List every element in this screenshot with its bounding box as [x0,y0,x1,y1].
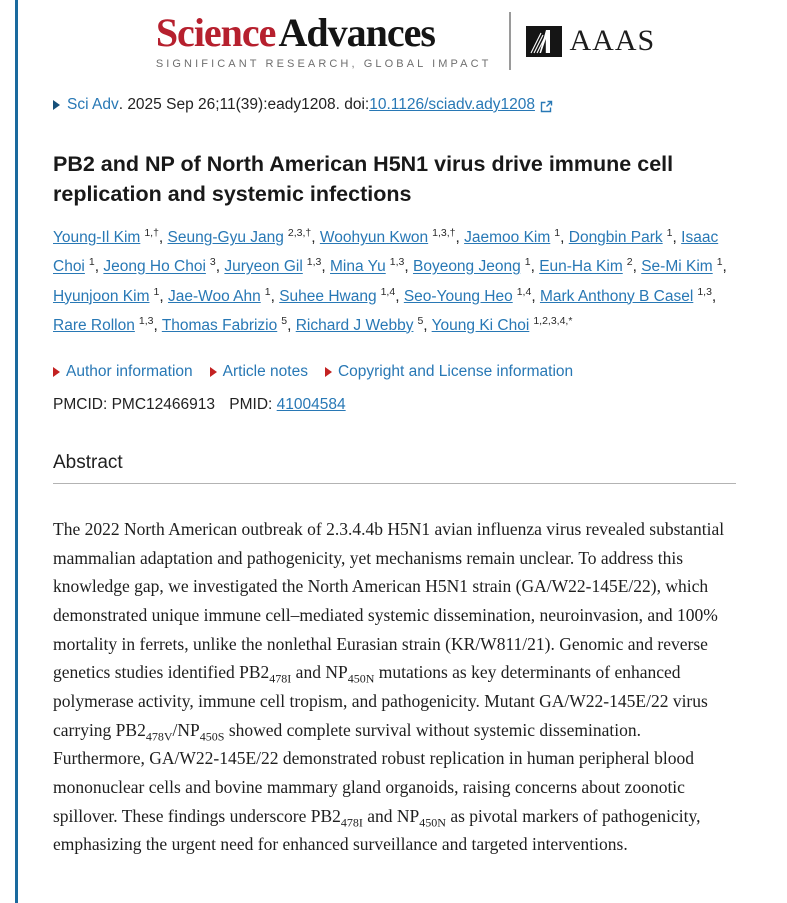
aaas-logo [526,24,655,58]
author-affiliation-sup: 1,† [144,227,159,240]
author-affiliation-sup: 5 [417,314,424,327]
author-link[interactable]: Woohyun Kwon [319,229,429,247]
author-affiliation-sup: 1,2,3,4,* [533,314,573,327]
triangle-right-icon [210,367,217,377]
author-link[interactable]: Thomas Fabrizio [161,316,278,334]
identifier-row [53,396,734,414]
author-affiliation-sup: 2,3,† [287,227,312,240]
author-link[interactable]: Mark Anthony B Casel [539,287,694,305]
author-affiliation-sup: 1,3 [138,314,154,327]
author-affiliation-sup: 3 [209,256,216,269]
author-link[interactable]: Young-Il Kim [53,229,141,247]
author-link[interactable]: Seo-Young Heo [403,287,513,305]
author-affiliation-sup: 1 [524,256,531,269]
info-links [53,363,734,381]
triangle-right-icon [53,100,60,110]
triangle-right-icon [325,367,332,377]
author-link[interactable]: Dongbin Park [568,229,663,247]
info-link[interactable]: Article notes [222,362,308,380]
author-link[interactable]: Se-Mi Kim [641,258,713,276]
mutation-subscript: 450S [199,729,225,744]
author-link[interactable]: Jeong Ho Choi [103,258,206,276]
pmid-link[interactable]: 41004584 [276,395,346,413]
mutation-subscript: 478I [269,671,292,686]
info-link[interactable]: Copyright and License information [337,362,574,380]
masthead [77,0,734,70]
mutation-subscript: 450N [419,815,446,830]
author-affiliation-sup: 1,3 [389,256,405,269]
author-list: Young-Il Kim $^{1,\dagger}$, Seung-Gyu Jang $^{2,3,\dagger}$, Woohyun Kwon $^{1,3,\dagger}$, Jaemoo Kim $^1$, Dongbin Park $^1$, Isaac Choi $^1$, Jeong Ho Choi $^3$, Juryeon Gil $^{1,3}$, Mina Yu $^{1,3}$, Boyeong Jeong $^1$, Eun-Ha Kim $^2$, Se-Mi Kim $^1$, Hyunjoon Kim $^1$, Jae-Woo Ahn $^1$, Suhee Hwang $^{1,4}$, Seo-Young Heo $^{1,4}$, Mark Anthony B Casel $^{1,3}$, Rare Rollon $^{1,3}$, Thomas Fabrizio $^5$, Richard J Webby $^5$, Young Ki Choi $^{1,2,3,4,*}$ [53,227,727,334]
author-affiliation-sup: 1 [264,285,271,298]
author-affiliation-sup: 1,3 [697,285,712,298]
author-link[interactable]: Jae-Woo Ahn [167,287,261,305]
author-link[interactable]: Jaemoo Kim [464,229,551,247]
author-link[interactable]: Isaac Choi [53,229,719,276]
doi-link[interactable]: 10.1126/sciadv.ady1208 [369,96,535,113]
author-affiliation-sup: 5 [281,314,288,327]
author-affiliation-sup: 1,3,† [432,227,456,240]
author-affiliation-sup: 1 [554,227,561,240]
science-advances-logo [155,9,492,70]
journal-tagline: SIGNIFICANT RESEARCH, GLOBAL IMPACT [155,57,492,70]
pmid-label: PMID: [229,395,277,413]
mutation-subscript: 450N [347,671,375,686]
author-affiliation-sup: 1 [88,256,95,269]
science-wordmark: Science [155,9,276,55]
author-link[interactable]: Rare Rollon [53,316,135,334]
author-link[interactable]: Juryeon Gil [224,258,303,276]
author-link[interactable]: Seung-Gyu Jang [167,229,284,247]
info-link-item [210,363,308,381]
science-advances-logotype [155,9,492,55]
author-link[interactable]: Mina Yu [330,258,386,276]
pmcid-label: PMCID: [53,395,112,413]
mutation-subscript: 478I [340,815,363,830]
info-link[interactable]: Author information [66,362,193,380]
author-affiliation-sup: 1 [153,285,160,298]
author-affiliation-sup: 1,4 [380,285,396,298]
journal-link[interactable]: Sci Adv [67,96,119,113]
author-affiliation-sup: 1 [716,256,723,269]
aaas-wordmark: AAAS [569,24,656,57]
aaas-flag-icon [526,26,562,57]
author-link[interactable]: Hyunjoon Kim [53,287,150,305]
abstract-text: The 2022 North American outbreak of 2.3.4.4b H5N1 avian influenza virus revealed substantial mammalian adaptation and pathogenicity, yet mechanisms remain unclear. To address this knowledge gap, we investigated the North American H5N1 strain (GA/W22-145E/22), which demonstrated unique immune cell–mediated systemic dissemination, neuroinvasion, and 100% mortality in ferrets, unlike the nonlethal Eurasian strain (KR/W811/21). Genomic and reverse genetics studies identified $PB2_{478I}$ and $NP_{450N}$ mutations as key determinants of enhanced polymerase activity, immune cell tropism, and pathogenicity. Mutant GA/W22-145E/22 virus carrying $PB2_{478V}/NP_{450S}$ showed complete survival without systemic dissemination. Furthermore, GA/W22-145E/22 demonstrated robust replication in human peripheral blood mononuclear cells and bovine mammary gland organoids, raising concerns about zoonotic spillover. These findings underscore $PB2_{478I}$ and $NP_{450N}$ as pivotal markers of pathogenicity, emphasizing the urgent need for enhanced surveillance and targeted interventions. [53,518,725,855]
mutation-subscript: 478V [145,729,173,744]
advances-wordmark: Advances [278,9,435,55]
logo-divider [509,12,511,70]
author-link[interactable]: Eun-Ha Kim [539,258,623,276]
article-title: PB2 and NP of North American H5N1 virus drive immune cell replication and systemic infections [53,152,674,206]
author-affiliation-sup: 1 [666,227,673,240]
citation-line [53,96,734,114]
author-affiliation-sup: 1,4 [516,285,532,298]
author-link[interactable]: Young Ki Choi [431,316,530,334]
author-link[interactable]: Boyeong Jeong [412,258,521,276]
author-link[interactable]: Richard J Webby [295,316,414,334]
external-link-icon[interactable] [540,100,553,113]
citation-detail: . 2025 Sep 26;11(39):eady1208. doi: [118,96,370,113]
author-affiliation-sup: 2 [626,256,633,269]
info-link-item [325,363,573,381]
triangle-right-icon [53,367,60,377]
author-link[interactable]: Suhee Hwang [279,287,377,305]
pmcid-value: PMC12466913 [111,395,215,413]
author-affiliation-sup: 1,3 [306,256,322,269]
abstract-heading: Abstract [53,452,736,484]
info-link-item [53,363,193,381]
